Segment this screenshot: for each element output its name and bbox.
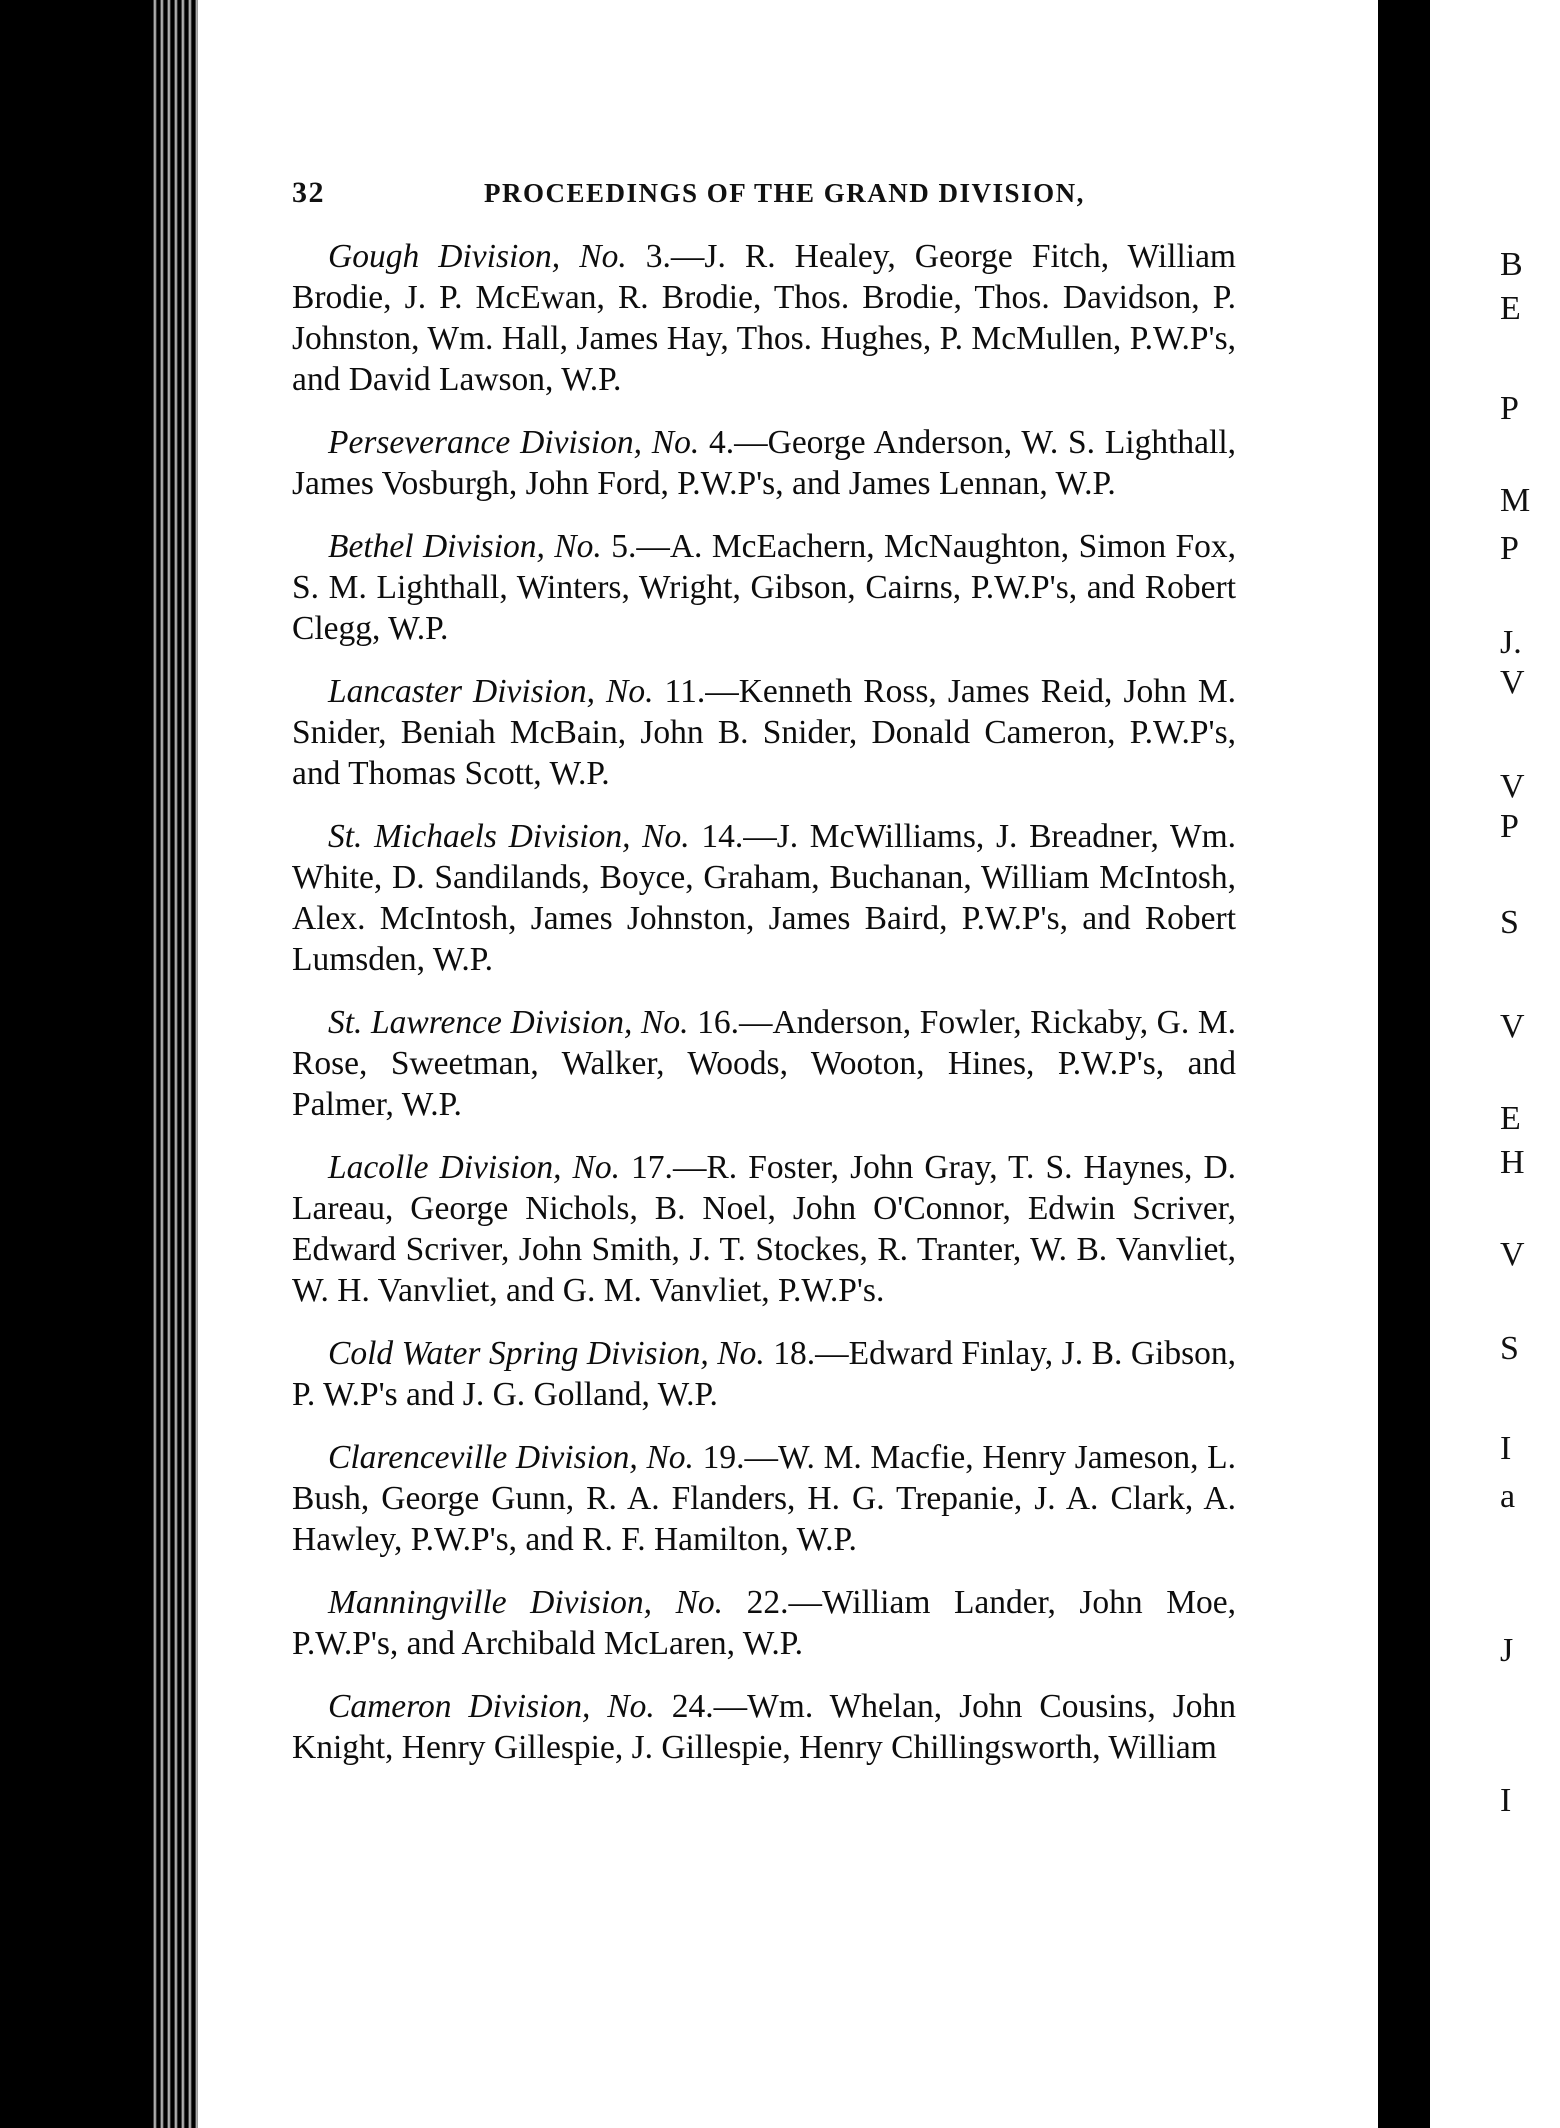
facing-page-letter: S (1500, 904, 1519, 941)
facing-page-letter: B (1500, 246, 1523, 283)
division-officers: —Wm. Whelan, John Cousins, John Knight, Henry Gillespie, J. Gillespie, Henry Chillingsworth, William (292, 1688, 1236, 1766)
facing-page-letter: V (1500, 1236, 1525, 1273)
facing-page-letter: J. (1500, 624, 1522, 661)
division-number: 17. (619, 1149, 673, 1186)
facing-page-letter: E (1500, 290, 1521, 327)
division-name: Bethel Division, No. (328, 528, 602, 565)
division-number: 5. (601, 528, 637, 565)
division-entry (292, 1437, 1236, 1560)
division-entry (292, 816, 1236, 980)
page-edges (150, 0, 200, 2128)
division-number: 22. (723, 1584, 789, 1621)
division-officers: —J. R. Healey, George Fitch, William Brodie, J. P. McEwan, R. Brodie, Thos. Brodie, Thos. Davidson, P. Johnston, Wm. Hall, James Hay, Thos. Hughes, P. McMullen, P.W.P's, and David Lawson, W.P. (292, 238, 1236, 398)
division-number: 4. (699, 424, 735, 461)
running-head: PROCEEDINGS OF THE GRAND DIVISION, (484, 178, 1085, 208)
facing-page-letter: a (1500, 1478, 1516, 1515)
division-officers: —W. M. Macfie, Henry Jameson, L. Bush, George Gunn, R. A. Flanders, H. G. Trepanie, J. A. Clark, A. Hawley, P.W.P's, and R. F. Hamilton, W.P. (292, 1439, 1237, 1558)
division-officers: —Anderson, Fowler, Rickaby, G. M. Rose, Sweetman, Walker, Woods, Wooton, Hines, P.W.P's, and Palmer, W.P. (292, 1004, 1237, 1123)
division-number: 3. (626, 238, 671, 275)
division-number: 11. (653, 673, 706, 710)
facing-page-letter: V (1500, 1008, 1525, 1045)
division-entry (292, 1686, 1236, 1768)
facing-page-letter: P (1500, 390, 1519, 427)
facing-page-letter: I (1500, 1430, 1512, 1467)
division-name: St. Michaels Division, No. (328, 818, 690, 855)
division-entry (292, 671, 1236, 794)
facing-page-letter: M (1500, 482, 1531, 519)
facing-page-letter: V (1500, 664, 1525, 701)
facing-page-letter: J (1500, 1632, 1514, 1669)
division-name: Lacolle Division, No. (328, 1149, 620, 1186)
page-body (292, 236, 1236, 1790)
division-officers: —Kenneth Ross, James Reid, John M. Snider, Beniah McBain, John B. Snider, Donald Cameron, P.W.P's, and Thomas Scott, W.P. (292, 673, 1236, 792)
division-name: Lancaster Division, No. (328, 673, 654, 710)
division-number: 24. (654, 1688, 714, 1725)
division-name: Clarenceville Division, No. (328, 1439, 694, 1476)
division-entry (292, 1002, 1236, 1125)
gutter (1378, 0, 1430, 2128)
division-name: Cold Water Spring Division, No. (328, 1335, 765, 1372)
division-number: 18. (764, 1335, 816, 1372)
division-name: Gough Division, No. (328, 238, 627, 275)
division-officers: —A. McEachern, McNaughton, Simon Fox, S. M. Lighthall, Winters, Wright, Gibson, Cairns, P.W.P's, and Robert Clegg, W.P. (292, 528, 1236, 647)
facing-page-letter: H (1500, 1144, 1525, 1181)
division-entry (292, 422, 1236, 504)
division-name: St. Lawrence Division, No. (328, 1004, 689, 1041)
division-number: 16. (688, 1004, 739, 1041)
division-officers: —William Lander, John Moe, P.W.P's, and Archibald McLaren, W.P. (292, 1584, 1236, 1662)
facing-page-letter: I (1500, 1782, 1512, 1819)
page-number: 32 (292, 176, 325, 209)
page-header (292, 176, 1232, 220)
division-name: Manningville Division, No. (328, 1584, 724, 1621)
facing-page-letter: S (1500, 1330, 1519, 1367)
facing-page-letter: P (1500, 530, 1519, 567)
division-officers: —Edward Finlay, J. B. Gibson, P. W.P's and J. G. Golland, W.P. (292, 1335, 1237, 1413)
division-name: Cameron Division, No. (328, 1688, 655, 1725)
facing-page-letter: E (1500, 1100, 1521, 1137)
division-officers: —R. Foster, John Gray, T. S. Haynes, D. Lareau, George Nichols, B. Noel, John O'Connor, Edwin Scriver, Edward Scriver, John Smith, J. T. Stockes, R. Tranter, W. B. Vanvliet, W. H. Vanvliet, and G. M. Vanvliet, P.W.P's. (292, 1149, 1237, 1309)
division-officers: —J. McWilliams, J. Breadner, Wm. White, D. Sandilands, Boyce, Graham, Buchanan, William McIntosh, Alex. McIntosh, James Johnston, James Baird, P.W.P's, and Robert Lumsden, W.P. (292, 818, 1236, 978)
division-entry (292, 526, 1236, 649)
facing-page-letters (1500, 0, 1560, 2128)
division-entry (292, 236, 1236, 400)
division-name: Perseverance Division, No. (328, 424, 700, 461)
division-officers: —George Anderson, W. S. Lighthall, James Vosburgh, John Ford, P.W.P's, and James Lennan, W.P. (292, 424, 1236, 502)
facing-page-letter: V (1500, 768, 1525, 805)
facing-page-letter: P (1500, 808, 1519, 845)
division-number: 14. (689, 818, 744, 855)
division-entry (292, 1582, 1236, 1664)
division-entry (292, 1147, 1236, 1311)
division-number: 19. (693, 1439, 745, 1476)
division-entry (292, 1333, 1236, 1415)
